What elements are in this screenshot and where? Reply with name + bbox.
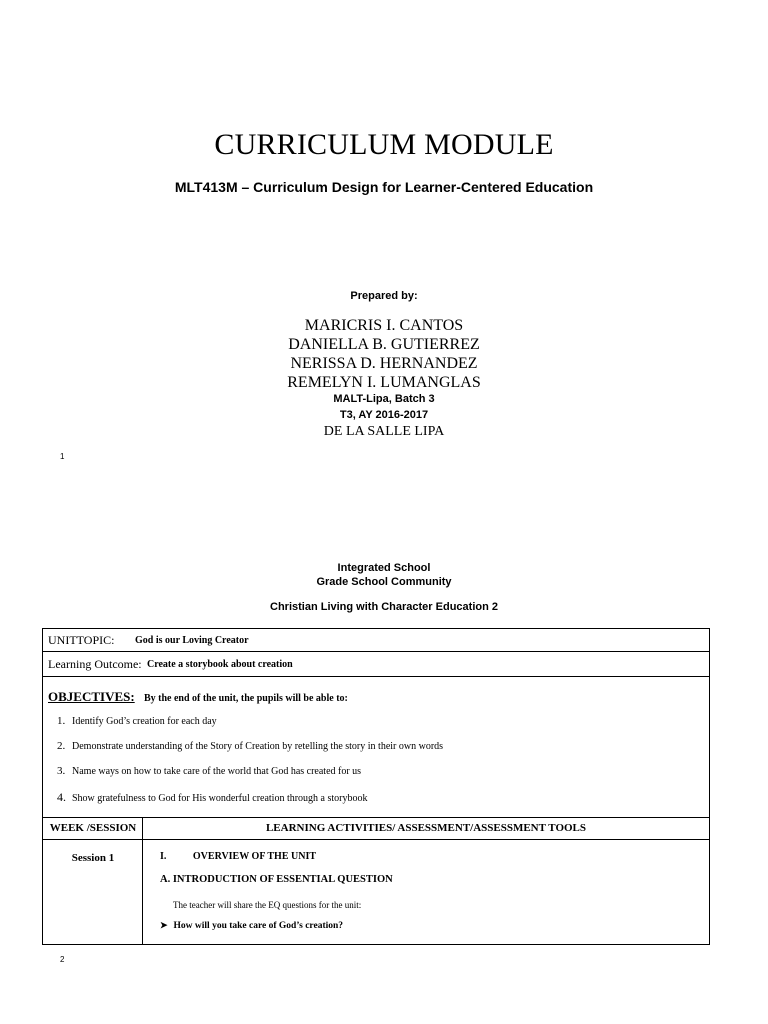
- term-label: T3, AY 2016-2017: [339, 409, 429, 421]
- unit-topic-value: God is our Loving Creator: [135, 635, 249, 646]
- learning-outcome-row: [42, 651, 710, 677]
- list-item: 4. Show gratefulness to God for His wonderful creation through a storybook: [57, 790, 368, 804]
- school-name: DE LA SALLE LIPA: [323, 424, 445, 439]
- subject-title: Christian Living with Character Education 2: [270, 601, 498, 613]
- learning-outcome-label: Learning Outcome:: [48, 657, 142, 671]
- header-line-2: Grade School Community: [316, 576, 452, 588]
- unit-topic-row: [42, 628, 710, 652]
- teacher-note: The teacher will share the EQ questions for the unit:: [173, 900, 362, 910]
- learning-outcome-value: Create a storybook about creation: [147, 659, 293, 670]
- subsection-heading: A. INTRODUCTION OF ESSENTIAL QUESTION: [160, 874, 393, 885]
- week-session-header: WEEK /SESSION: [49, 822, 137, 834]
- list-item: 1. Identify God’s creation for each day: [57, 715, 217, 727]
- objectives-list: [57, 715, 443, 815]
- author-list: [0, 316, 768, 392]
- section-heading: I. OVERVIEW OF THE UNIT: [160, 851, 317, 862]
- batch-label: MALT-Lipa, Batch 3: [333, 393, 435, 405]
- objectives-heading: [48, 689, 348, 705]
- course-title: MLT413M – Curriculum Design for Learner-Centered Education: [174, 179, 594, 195]
- list-item: 2. Demonstrate understanding of the Story of Creation by retelling the story in their own words: [57, 740, 444, 752]
- author-name: MARICRIS I. CANTOS: [304, 317, 464, 334]
- unit-topic-label: UNITTOPIC:: [48, 633, 115, 647]
- prepared-by-label: Prepared by:: [350, 290, 418, 302]
- module-title: CURRICULUM MODULE: [214, 128, 554, 161]
- list-item: 3. Name ways on how to take care of the world that God has created for us: [57, 765, 362, 777]
- objectives-section: [42, 676, 710, 818]
- table-header-row: [43, 818, 709, 840]
- objectives-intro: By the end of the unit, the pupils will be able to:: [143, 693, 348, 704]
- objectives-label: OBJECTIVES:: [48, 689, 135, 704]
- activities-header: LEARNING ACTIVITIES/ ASSESSMENT/ASSESSMENT TOOLS: [265, 822, 587, 834]
- header-line-1: Integrated School: [337, 562, 431, 574]
- author-name: REMELYN I. LUMANGLAS: [287, 374, 481, 391]
- page-number: 1: [60, 452, 65, 461]
- session-label: Session 1: [71, 852, 115, 864]
- activities-table: [42, 817, 710, 945]
- page-number: 2: [60, 955, 65, 964]
- author-name: NERISSA D. HERNANDEZ: [290, 355, 478, 372]
- batch-info: [0, 391, 768, 423]
- arrow-bullet-icon: ➤: [160, 920, 168, 930]
- essential-question: ➤ How will you take care of God’s creation?: [160, 920, 344, 931]
- author-name: DANIELLA B. GUTIERREZ: [288, 336, 480, 353]
